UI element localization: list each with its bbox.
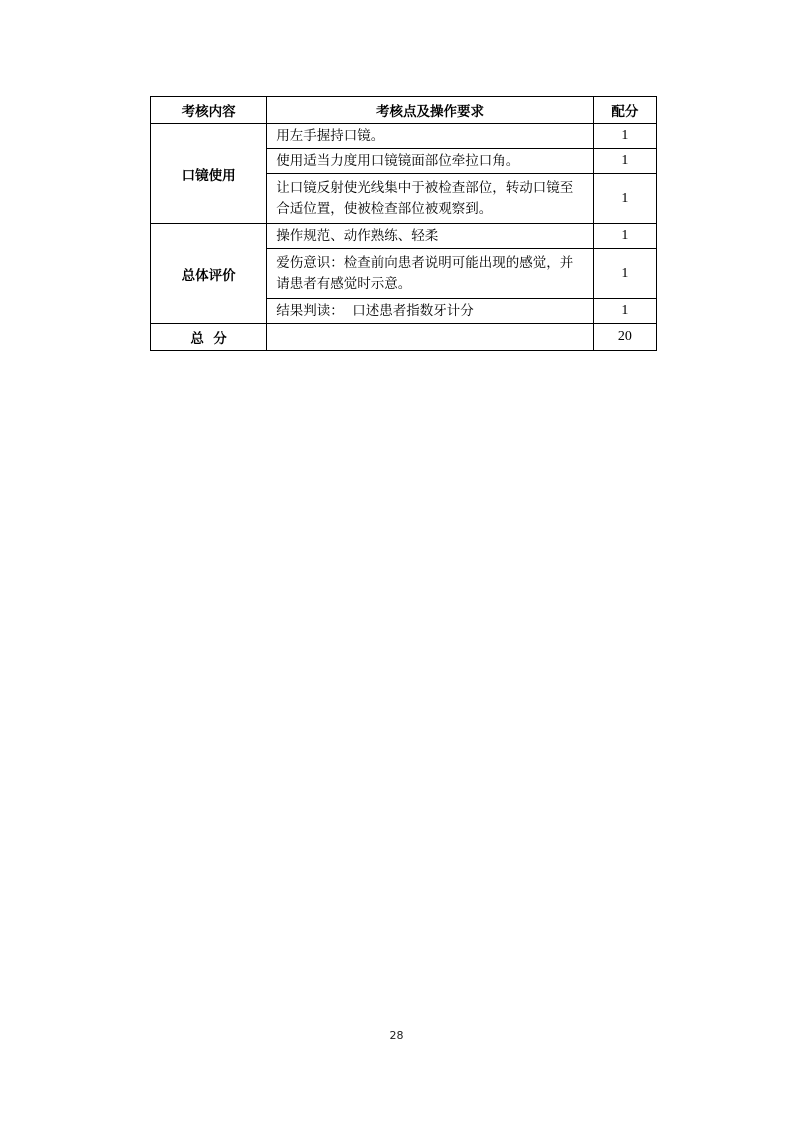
assessment-point: 使用适当力度用口镜镜面部位牵拉口角。 — [267, 149, 594, 174]
score-value: 1 — [593, 124, 656, 149]
assessment-score-table — [150, 96, 657, 351]
assessment-point: 让口镜反射使光线集中于被检查部位，转动口镜至合适位置，使被检查部位被观察到。 — [267, 174, 594, 224]
table-row — [151, 224, 657, 249]
header-assessment-point: 考核点及操作要求 — [267, 97, 594, 124]
score-value: 1 — [593, 174, 656, 224]
assessment-point: 用左手握持口镜。 — [267, 124, 594, 149]
score-value: 1 — [593, 149, 656, 174]
header-category: 考核内容 — [151, 97, 267, 124]
assessment-point: 结果判读： 口述患者指数牙计分 — [267, 299, 594, 324]
table-row — [151, 124, 657, 149]
table-header-row — [151, 97, 657, 124]
category-mirror-use: 口镜使用 — [151, 124, 267, 224]
total-score: 20 — [593, 324, 656, 351]
total-label: 总 分 — [151, 324, 267, 351]
total-point-empty — [267, 324, 594, 351]
score-value: 1 — [593, 224, 656, 249]
score-value: 1 — [593, 249, 656, 299]
assessment-point: 操作规范、动作熟练、轻柔 — [267, 224, 594, 249]
page-number: 28 — [389, 1029, 404, 1042]
category-overall-evaluation: 总体评价 — [151, 224, 267, 324]
score-value: 1 — [593, 299, 656, 324]
assessment-point: 爱伤意识：检查前向患者说明可能出现的感觉，并请患者有感觉时示意。 — [267, 249, 594, 299]
header-score: 配分 — [593, 97, 656, 124]
total-row — [151, 324, 657, 351]
